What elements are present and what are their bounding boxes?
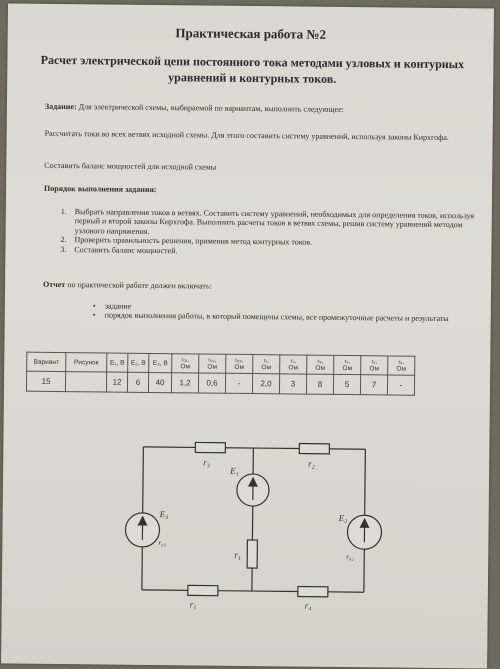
value-cell: 2,0 xyxy=(252,374,279,394)
label-r4: r₄ xyxy=(305,601,312,611)
header-cell: r₃, Ом xyxy=(307,355,334,374)
page-title: Практическая работа №2 xyxy=(8,23,494,44)
value-cell: 6 xyxy=(127,372,148,392)
step-3: 3. Составить баланс мощностей. xyxy=(60,245,485,259)
header-cell: r₆, Ом xyxy=(388,356,415,375)
header-cell: E₁, В xyxy=(107,353,128,372)
value-cell xyxy=(65,372,106,392)
resistor-r4 xyxy=(298,587,328,597)
header-cell: r₀₁, Ом xyxy=(172,354,199,373)
report-label: Отчет xyxy=(43,280,65,289)
value-cell: - xyxy=(225,373,252,393)
value-cell: 1,2 xyxy=(171,373,198,393)
value-cell: 7 xyxy=(360,375,387,395)
task-label: Задание: xyxy=(45,102,77,111)
header-cell: E₃, В xyxy=(149,353,172,372)
value-cell: 8 xyxy=(306,374,333,394)
value-cell: 40 xyxy=(148,372,171,392)
step-1-text: Выбрать направления токов в ветвях. Составить систему уравнений, необходимых для определения токов, используя первый и второй законы Кирхгофа. Выполнить расчеты токов в ветвях схемы, решив систему уравнений методом узлового напряжения. xyxy=(75,207,475,236)
report-text: по практической работе должен включать: xyxy=(65,280,212,291)
order-heading: Порядок выполнения задания: xyxy=(44,184,464,198)
steps-list xyxy=(60,207,485,258)
value-cell: 0,6 xyxy=(198,373,225,393)
source-e1 xyxy=(237,474,269,506)
value-cell: - xyxy=(387,375,414,395)
label-e3: E₃ xyxy=(159,509,169,519)
header-cell: r₂, Ом xyxy=(280,355,307,374)
resistor-r2 xyxy=(299,444,329,454)
page-subtitle: Расчет электрической цепи постоянного тока методами узловых и контурных уравнений и контурных токов. xyxy=(37,52,467,89)
task-text: Для электрической схемы, выбираемой по вариантам, выполнить следующее: xyxy=(79,102,344,114)
header-cell: r₅, Ом xyxy=(361,356,388,375)
value-cell: 5 xyxy=(333,374,360,394)
report-line xyxy=(43,280,463,294)
task-paragraph-1: Рассчитать токи во всех ветвях исходной схемы. Для этого составить систему уравнений, используя законы Кирхгофа. xyxy=(45,129,455,143)
label-e1: E₁ xyxy=(229,466,239,476)
label-r03: r₀₃ xyxy=(158,539,166,547)
task-paragraph-2: Составить баланс мощностей для исходной схемы xyxy=(44,161,464,175)
label-r3: r₃ xyxy=(203,458,210,468)
header-cell: r₀₃, Ом xyxy=(226,354,253,373)
step-2-text: Проверить правильность решения, применив метод контурных токов. xyxy=(74,235,312,246)
label-r02: r₀₂ xyxy=(346,553,354,561)
header-cell: r₄, Ом xyxy=(334,355,361,374)
header-cell: E₂, В xyxy=(128,353,149,372)
value-cell: 3 xyxy=(279,374,306,394)
header-cell: Рисунок xyxy=(66,353,107,372)
report-item-1: • задание xyxy=(93,301,473,314)
label-e2: E₂ xyxy=(338,513,348,523)
step-3-text: Составить баланс мощностей. xyxy=(74,245,177,255)
resistor-r5 xyxy=(188,585,218,595)
step-1: 1. Выбрать направления токов в ветвях. Составить систему уравнений, необходимых для определения токов, используя первый и второй законы Кирхгофа. Выполнить расчеты токов в ветвях схемы, решив систему уравнений методом узлового напряжения. xyxy=(61,207,486,240)
value-cell: 12 xyxy=(106,372,127,392)
variant-parameters-table xyxy=(26,352,415,396)
resistor-r1 xyxy=(247,540,257,568)
header-cell: Вариант xyxy=(27,352,66,371)
worksheet-page xyxy=(1,3,494,668)
label-r5: r₅ xyxy=(190,599,197,609)
source-e3 xyxy=(125,513,159,547)
label-r2: r₂ xyxy=(308,459,315,469)
source-e2 xyxy=(347,515,381,549)
task-line xyxy=(45,102,465,116)
header-cell: r₁, Ом xyxy=(253,355,280,374)
report-item-2: • порядок выполнения работы, в который помещены схемы, все промежуточные расчеты и результаты xyxy=(93,311,473,324)
step-2: 2. Проверить правильность решения, применив метод контурных токов. xyxy=(60,235,485,249)
label-r1: r₁ xyxy=(234,550,241,560)
circuit-diagram xyxy=(1,433,489,638)
report-items-list xyxy=(93,301,473,324)
value-cell: 15 xyxy=(26,371,65,391)
header-cell: r₀₂, Ом xyxy=(199,354,226,373)
resistor-r3 xyxy=(195,442,225,452)
